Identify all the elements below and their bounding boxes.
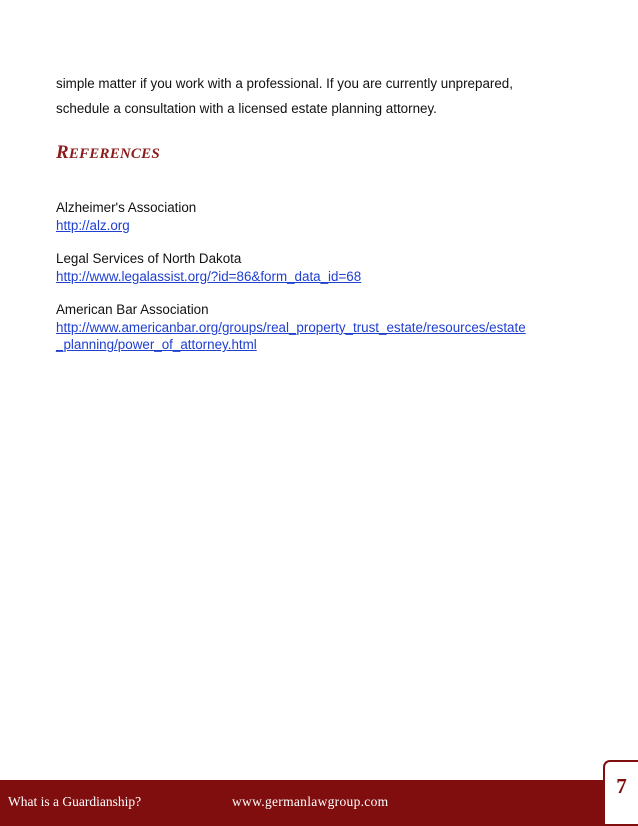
page-number-tab [603, 760, 638, 826]
references-list [56, 199, 596, 370]
heading-rest: EFERENCES [68, 146, 160, 162]
reference-name: American Bar Association [56, 302, 209, 317]
reference-name: Alzheimer's Association [56, 200, 197, 215]
reference-name: Legal Services of North Dakota [56, 251, 242, 266]
references-heading [56, 142, 160, 164]
paragraph-line: schedule a consultation with a licensed estate planning attorney. [56, 101, 437, 116]
page-number: 7 [616, 774, 627, 798]
reference-link[interactable]: http://www.legalassist.org/?id=86&form_data_id=68 [56, 268, 362, 284]
reference-item-aba [56, 301, 596, 354]
footer-document-title: What is a Guardianship? [8, 794, 142, 809]
reference-item-legal-services [56, 250, 596, 285]
reference-link-continuation[interactable]: _planning/power_of_attorney.html [56, 337, 257, 352]
reference-item-alzheimers [56, 199, 596, 234]
reference-link[interactable]: http://www.americanbar.org/groups/real_property_trust_estate/resources/estate [56, 319, 526, 335]
footer-website: www.germanlawgroup.com [232, 794, 389, 809]
heading-initial: R [56, 142, 69, 163]
paragraph-line: simple matter if you work with a professional. If you are currently unprepared, [56, 76, 513, 91]
body-paragraph [56, 71, 596, 121]
reference-link[interactable]: http://alz.org [56, 217, 130, 233]
